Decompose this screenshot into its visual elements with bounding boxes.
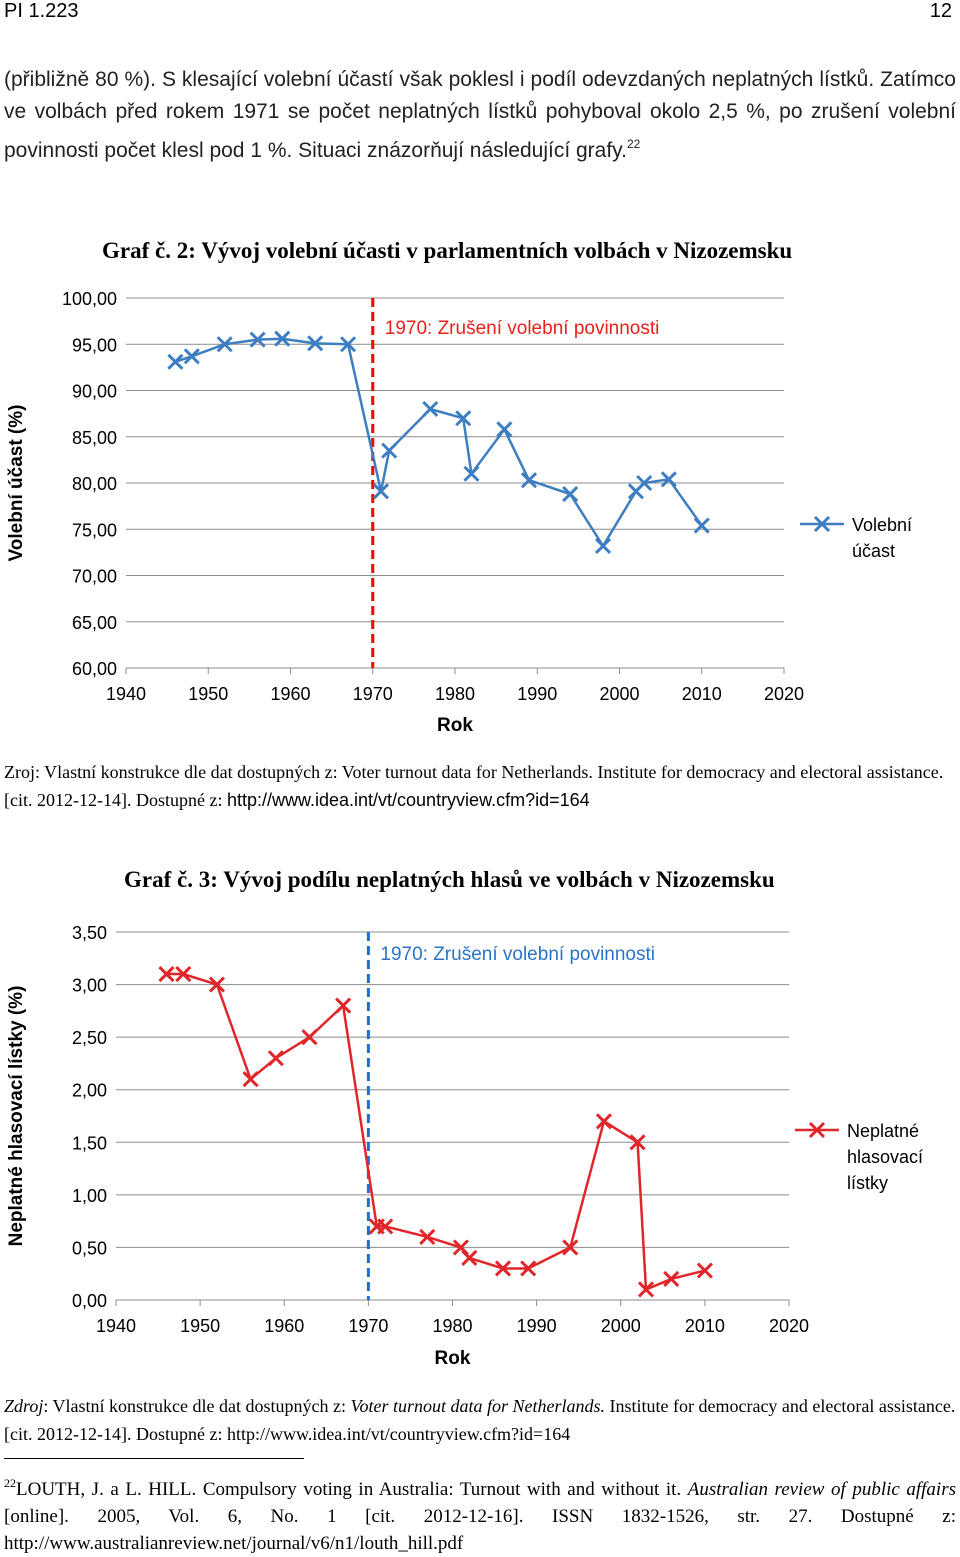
data-point bbox=[563, 487, 577, 501]
y-axis-title: Neplatné hlasovací lístky (%) bbox=[6, 985, 27, 1247]
x-tick-label: 1940 bbox=[105, 684, 147, 704]
intro-text: (přibližně 80 %). S klesající volební účastí však poklesl i podíl odevzdaných neplatných lístků. Zatímco ve volbách před rokem 1971 se počet neplatných lístků pohyboval okolo 2,5 %, po zrušení volební povinnosti počet klesl pod 1 %. Situaci znázorňují následující grafy. bbox=[4, 68, 956, 162]
series-line bbox=[166, 974, 704, 1289]
y-tick-label: 65,00 bbox=[71, 612, 117, 633]
footnote-number: 22 bbox=[4, 1476, 16, 1490]
x-axis-title: Rok bbox=[434, 1348, 471, 1369]
x-tick-label: 1970 bbox=[348, 1316, 389, 1336]
y-tick-label: 2,50 bbox=[71, 1028, 107, 1049]
y-axis-title: Volební účast (%) bbox=[6, 404, 27, 562]
y-tick-label: 70,00 bbox=[71, 566, 117, 587]
x-tick-label: 1950 bbox=[180, 1316, 221, 1336]
x-tick-label: 1960 bbox=[270, 684, 311, 704]
legend-label: hlasovací bbox=[847, 1147, 924, 1167]
graph1-title: Graf č. 2: Vývoj volební účasti v parlamentních volbách v Nizozemsku bbox=[102, 238, 793, 263]
data-point bbox=[597, 1114, 611, 1128]
x-tick-label: 1950 bbox=[188, 684, 229, 704]
y-tick-label: 0,50 bbox=[71, 1238, 107, 1259]
data-point bbox=[497, 422, 511, 436]
y-tick-label: 90,00 bbox=[71, 381, 117, 402]
y-tick-label: 2,00 bbox=[71, 1080, 107, 1101]
data-point bbox=[269, 1051, 283, 1065]
graph1-source bbox=[4, 758, 956, 814]
y-tick-label: 75,00 bbox=[71, 520, 117, 541]
y-tick-label: 100,00 bbox=[61, 289, 117, 309]
legend-label: lístky bbox=[847, 1173, 889, 1193]
graph2-source bbox=[4, 1392, 956, 1448]
y-tick-label: 0,00 bbox=[71, 1291, 107, 1311]
graph1-source-link[interactable]: http://www.idea.int/vt/countryview.cfm?id=164 bbox=[226, 790, 590, 810]
x-tick-label: 1940 bbox=[95, 1316, 137, 1336]
x-tick-label: 1980 bbox=[434, 684, 476, 704]
data-point bbox=[522, 473, 536, 487]
y-tick-label: 95,00 bbox=[71, 335, 117, 356]
x-tick-label: 2020 bbox=[768, 1316, 810, 1336]
legend-label: Volební bbox=[852, 515, 913, 535]
x-tick-label: 1970 bbox=[352, 684, 393, 704]
footnote-divider bbox=[4, 1458, 304, 1459]
data-point bbox=[244, 1072, 258, 1086]
y-tick-label: 1,00 bbox=[71, 1185, 107, 1206]
footnote-text-a: LOUTH, J. a L. HILL. Compulsory voting in Australia: Turnout with and without it. bbox=[16, 1479, 688, 1500]
graph1-source-text: Zroj: Vlastní konstrukce dle dat dostupných z: Voter turnout data for Netherlands. Institute for democracy and electoral assistance. [cit. 2012-12-14]. Dostupné z: bbox=[4, 762, 944, 810]
data-point bbox=[462, 1251, 476, 1265]
footnote-ref: 22 bbox=[626, 137, 641, 151]
legend-label: Neplatné bbox=[847, 1121, 920, 1141]
x-tick-label: 2020 bbox=[763, 684, 805, 704]
x-tick-label: 2000 bbox=[599, 684, 640, 704]
abolition-annotation: 1970: Zrušení volební povinnosti bbox=[384, 318, 660, 339]
intro-paragraph bbox=[4, 64, 956, 167]
graph2-source-mid: : Vlastní konstrukce dle dat dostupných z: bbox=[43, 1396, 351, 1416]
graph2-source-italic: Voter turnout data for Netherlands. bbox=[350, 1396, 605, 1416]
x-tick-label: 1960 bbox=[264, 1316, 305, 1336]
graph2-title: Graf č. 3: Vývoj podílu neplatných hlasů ve volbách v Nizozemsku bbox=[124, 867, 775, 892]
y-tick-label: 1,50 bbox=[71, 1133, 107, 1154]
x-tick-label: 2010 bbox=[684, 1316, 725, 1336]
data-point bbox=[423, 402, 437, 416]
data-point bbox=[596, 539, 610, 553]
y-tick-label: 3,50 bbox=[71, 923, 107, 943]
footnote-text-italic: Australian review of public affairs bbox=[687, 1479, 956, 1500]
data-point bbox=[695, 519, 709, 533]
x-tick-label: 1980 bbox=[432, 1316, 473, 1336]
footnote bbox=[4, 1470, 956, 1557]
y-tick-label: 80,00 bbox=[71, 474, 117, 494]
data-point bbox=[185, 349, 199, 363]
x-tick-label: 1990 bbox=[517, 684, 558, 704]
series-line bbox=[175, 339, 701, 546]
graph2-source-rest: Institute for democracy and electoral assistance. [cit. 2012-12-14]. Dostupné z: http://www.idea.int/vt/countryview.cfm?id=164 bbox=[4, 1396, 956, 1444]
invalid-ballots-chart bbox=[0, 910, 960, 1385]
x-axis-title: Rok bbox=[437, 715, 473, 736]
legend-label: účast bbox=[852, 541, 896, 561]
graph2-source-prefix: Zdroj bbox=[4, 1396, 44, 1416]
abolition-annotation: 1970: Zrušení volební povinnosti bbox=[380, 944, 655, 965]
footnote-text-b: [online]. 2005, Vol. 6, No. 1 [cit. 2012-12-16]. ISSN 1832-1526, str. 27. Dostupné z: http://www.australianreview.net/journal/v6/n1/louth_hill.pdf bbox=[4, 1506, 956, 1554]
x-tick-label: 2010 bbox=[681, 684, 722, 704]
header-left: PI 1.223 bbox=[4, 0, 79, 22]
page-number: 12 bbox=[929, 0, 952, 22]
x-tick-label: 1990 bbox=[516, 1316, 557, 1336]
y-tick-label: 3,00 bbox=[71, 975, 107, 996]
turnout-chart bbox=[0, 282, 960, 752]
x-tick-label: 2000 bbox=[600, 1316, 641, 1336]
y-tick-label: 60,00 bbox=[71, 659, 117, 679]
data-point bbox=[168, 355, 182, 369]
y-tick-label: 85,00 bbox=[71, 427, 117, 448]
